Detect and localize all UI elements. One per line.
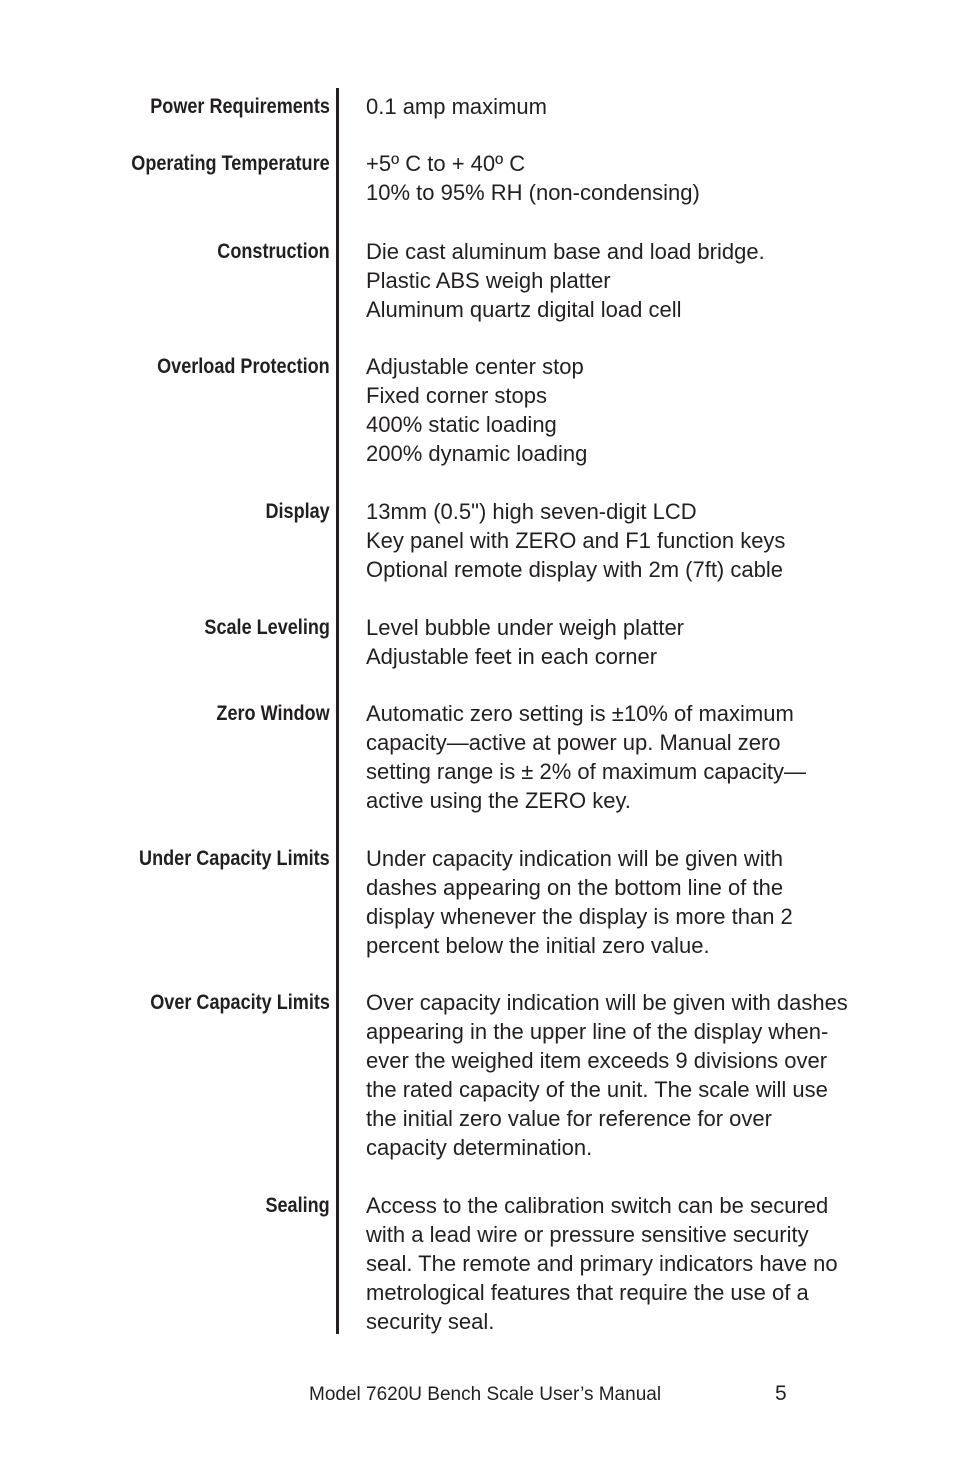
spec-label: Zero Window: [216, 702, 330, 725]
spec-label: Over Capacity Limits: [150, 991, 330, 1014]
spec-value-line: active using the ZERO key.: [366, 788, 631, 813]
footer-page-number: 5: [775, 1382, 787, 1405]
spec-value-line: security seal.: [366, 1309, 495, 1334]
spec-value: [366, 149, 926, 207]
spec-value-line: appearing in the upper line of the display when-: [366, 1019, 829, 1044]
spec-value-line: +5º C to + 40º C: [366, 151, 526, 176]
spec-value-line: Access to the calibration switch can be secured: [366, 1193, 829, 1218]
spec-value-line: Plastic ABS weigh platter: [366, 268, 611, 293]
spec-value-line: Adjustable center stop: [366, 354, 584, 379]
spec-value-line: seal. The remote and primary indicators have no: [366, 1251, 838, 1276]
spec-value: [366, 237, 926, 324]
spec-value-line: 0.1 amp maximum: [366, 94, 547, 119]
spec-value: [366, 699, 926, 815]
spec-value-line: Optional remote display with 2m (7ft) cable: [366, 557, 783, 582]
spec-value-line: the rated capacity of the unit. The scale will use: [366, 1077, 828, 1102]
spec-value: [366, 92, 926, 121]
spec-value-line: 10% to 95% RH (non-condensing): [366, 180, 700, 205]
spec-value: [366, 844, 926, 960]
spec-value-line: with a lead wire or pressure sensitive security: [366, 1222, 809, 1247]
spec-value-line: Under capacity indication will be given with: [366, 846, 783, 871]
spec-value-line: Adjustable feet in each corner: [366, 644, 658, 669]
spec-value-line: Die cast aluminum base and load bridge.: [366, 239, 765, 264]
spec-value-line: Key panel with ZERO and F1 function keys: [366, 528, 786, 553]
spec-value-line: Aluminum quartz digital load cell: [366, 297, 682, 322]
spec-label: Scale Leveling: [204, 616, 330, 639]
spec-value-line: Level bubble under weigh platter: [366, 615, 685, 640]
spec-label: Overload Protection: [157, 355, 330, 378]
spec-value-line: Over capacity indication will be given with dashes: [366, 990, 848, 1015]
spec-label: Operating Temperature: [131, 152, 330, 175]
spec-value-line: 13mm (0.5") high seven-digit LCD: [366, 499, 697, 524]
spec-value-line: display whenever the display is more than 2: [366, 904, 793, 929]
spec-value-line: Fixed corner stops: [366, 383, 547, 408]
spec-label: Construction: [217, 240, 330, 263]
spec-value-line: Automatic zero setting is ±10% of maximum: [366, 701, 794, 726]
spec-value-line: dashes appearing on the bottom line of the: [366, 875, 784, 900]
spec-label: Under Capacity Limits: [139, 847, 330, 870]
spec-value: [366, 613, 926, 671]
spec-label: Sealing: [265, 1194, 330, 1217]
spec-value-line: percent below the initial zero value.: [366, 933, 710, 958]
spec-value-line: capacity determination.: [366, 1135, 593, 1160]
spec-value-line: the initial zero value for reference for over: [366, 1106, 772, 1131]
spec-value-line: metrological features that require the use of a: [366, 1280, 809, 1305]
footer-manual-title: Model 7620U Bench Scale User’s Manual: [309, 1384, 662, 1405]
spec-label: Display: [265, 500, 330, 523]
spec-value: [366, 988, 926, 1162]
spec-value: [366, 497, 926, 584]
column-divider: [336, 88, 339, 1334]
spec-value-line: setting range is ± 2% of maximum capacity—: [366, 759, 807, 784]
spec-label: Power Requirements: [150, 95, 330, 118]
spec-value-line: 400% static loading: [366, 412, 557, 437]
spec-value: [366, 352, 926, 468]
spec-value-line: ever the weighed item exceeds 9 divisions over: [366, 1048, 828, 1073]
spec-value-line: capacity—active at power up. Manual zero: [366, 730, 781, 755]
spec-value: [366, 1191, 926, 1336]
spec-value-line: 200% dynamic loading: [366, 441, 588, 466]
